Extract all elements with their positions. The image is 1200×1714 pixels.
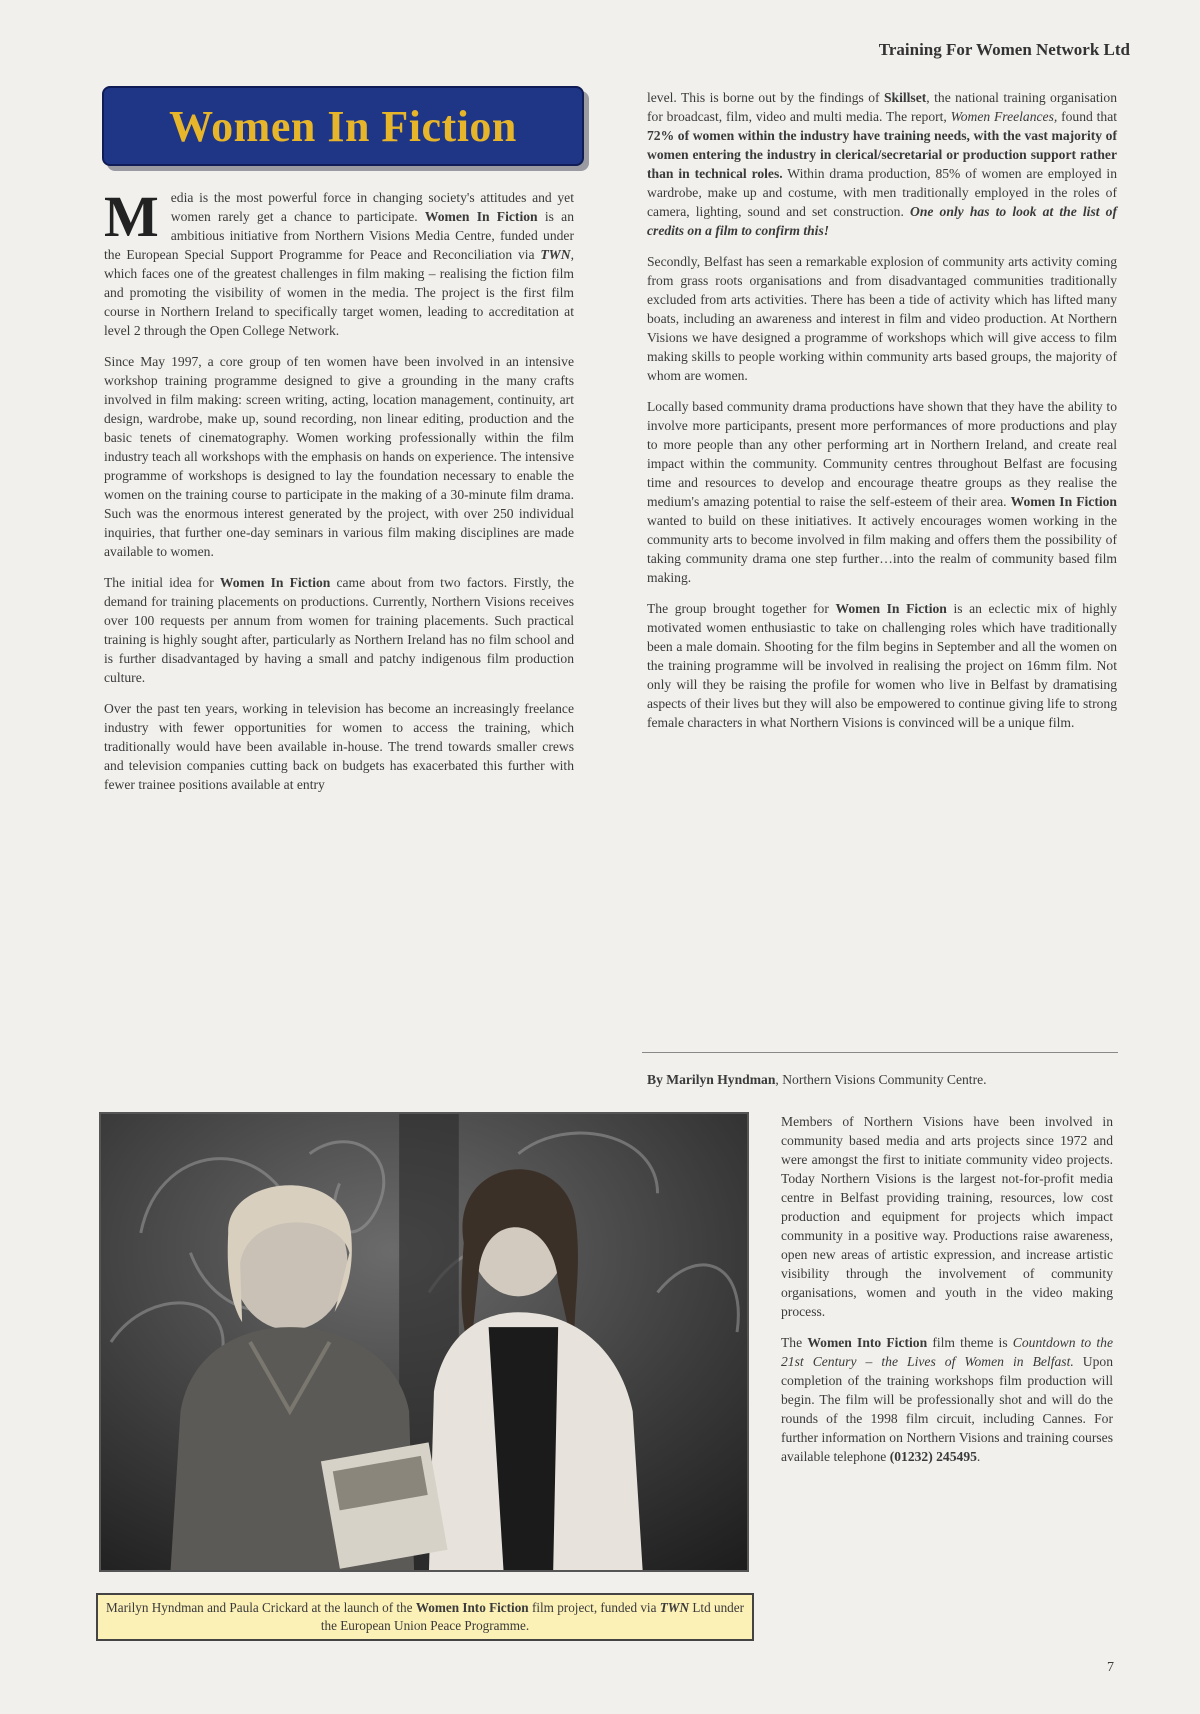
text-run: is an eclectic mix of highly motivated women enthusiastic to take on challenging roles which have traditionally been a male domain. Shooting for the film begins in September and all the women on the training programme will be involved in realising the project on 16mm film. Not only will they be raising the profile for women who live in Belfast by dramatising aspects of their lives but they will also be empowered to continue giving life to strong female characters in what Northern Visions is convinced will be a unique film.: [647, 601, 1118, 730]
paragraph: [647, 88, 1117, 240]
text-run: The group brought together for: [647, 601, 836, 616]
photo-caption: [96, 1593, 754, 1641]
paragraph: [104, 573, 574, 687]
caption-text: [98, 1599, 752, 1635]
paragraph: Since May 1997, a core group of ten women have been involved in an intensive workshop training programme designed to give a grounding in the many crafts involved in film making: screen writing, acting, location management, continuity, art design, wardrobe, make up, sound recording, non linear editing, production and the basic tenets of cinematography. Women working professionally within the film industry teach all workshops with the emphasis on hands on experience. The intensive programme of workshops is designed to lay the foundation necessary to enable the women on the training course to participate in the making of a 30-minute film drama. Such was the enormous interest generated by the project, with over 250 individual inquiries, that further one-day seminars in various film making disciplines are made available to women.: [104, 354, 574, 559]
bold-text: 72% of women within the industry have training needs, with the vast majority of women entering the industry in clerical/secretarial or production support rather than in technical roles.: [647, 128, 1117, 181]
bold-text: Women In Fiction: [1010, 494, 1117, 509]
text-run: came about from two factors. Firstly, the demand for training placements on productions. Currently, Northern Visions receives over 100 requests per annum from women for training placements. Such practical training is highly sought after, particularly as Northern Ireland has no film school and is further disadvantaged by having a small and patchy indigenous film production culture.: [104, 575, 574, 685]
text-run: The: [781, 1335, 808, 1350]
photo-image: [101, 1114, 747, 1570]
text-run: found that: [1057, 109, 1117, 124]
photo: [99, 1112, 749, 1572]
text-run: , which faces one of the greatest challenges in film making – realising the fiction film and promoting the visibility of women in the media. The project is the first film course in Northern Ireland to specifically target women, leading to accreditation at level 2 through the Open College Network.: [104, 247, 574, 338]
text-run: is an ambitious initiative from Northern Visions Media Centre, funded under the European Special Support Programme for Peace and Reconciliation via: [104, 209, 574, 262]
paragraph: [647, 397, 1117, 587]
page-title: Women In Fiction: [169, 101, 517, 151]
text-run: Ltd under the European Union Peace Programme.: [320, 1600, 744, 1633]
bold-text: Skillset: [883, 90, 927, 105]
paragraph: Members of Northern Visions have been involved in community based media and arts projects since 1972 and were amongst the first to initiate community video projects. Today Northern Visions is the largest not-for-profit media centre in Belfast providing training, resources, low cost production and equipment for projects which impact community in a positive way. Productions raise awareness, open new areas of artistic expression, and increase artistic visibility through the involvement of community organisations, women and youth in the video making process.: [781, 1114, 1113, 1319]
right-column: [647, 88, 1117, 744]
paragraph: Secondly, Belfast has seen a remarkable explosion of community arts activity coming from grass roots organisations and from disadvantaged communities traditionally excluded from arts activities. There has been a tide of activity which has lifted many boats, including an awareness and interest in film and video production. At Northern Visions we have designed a programme of workshops which will give access to film making skills to people working within community arts based groups, the majority of whom are women.: [647, 254, 1117, 383]
paragraph: Over the past ten years, working in television has become an increasingly freelance industry with fewer opportunities for women to access the training, which traditionally would have been available in-house. The trend towards smaller crews and television companies cutting back on budgets has exacerbated this further with fewer trainee positions available at entry: [104, 701, 574, 792]
emphasis-text: TWN: [659, 1600, 690, 1615]
byline: [647, 1072, 1117, 1088]
byline-author: By Marilyn Hyndman: [647, 1072, 776, 1087]
emphasis-text: One only has to look at the list of credits on a film to confirm this!: [647, 204, 1117, 238]
bold-text: Women Into Fiction: [415, 1600, 529, 1615]
page-number: 7: [1107, 1660, 1114, 1675]
bold-text: Women In Fiction: [424, 209, 538, 224]
text-run: Within drama production, 85% of women are employed in wardrobe, make up and costume, with men traditionally employed in the roles of camera, lighting, sound and set construction.: [647, 166, 1117, 219]
divider: [642, 1052, 1118, 1053]
italic-text: Women Freelances,: [950, 109, 1058, 124]
left-column: [104, 184, 574, 806]
paragraph: [647, 599, 1117, 732]
header-organisation: Training For Women Network Ltd: [878, 40, 1130, 59]
bold-text: Women In Fiction: [219, 575, 331, 590]
text-run: film theme is: [927, 1335, 1013, 1350]
text-run: Marilyn Hyndman and Paula Crickard at the launch of the: [105, 1600, 416, 1615]
emphasis-text: TWN: [540, 247, 571, 262]
bold-text: Women Into Fiction: [807, 1335, 928, 1350]
byline-affiliation: , Northern Visions Community Centre.: [775, 1072, 987, 1087]
sidebar-column: [781, 1112, 1113, 1478]
paragraph: [781, 1333, 1113, 1466]
text-run: edia is the most powerful force in changing society's attitudes and yet women rarely get a chance to participate.: [170, 190, 574, 224]
paragraph-intro: [104, 184, 574, 340]
phone-number: (01232) 245495: [889, 1449, 977, 1464]
text-run: .: [976, 1449, 981, 1464]
text-run: Locally based community drama productions have shown that they have the ability to involve more participants, present more performances of more productions and play to more people than any other performing art in Northern Ireland, and create real impact within the community. Community centres throughout Belfast are focusing time and resources to develop and encourage theatre groups as they realise the medium's amazing potential to raise the self-esteem of their area.: [647, 399, 1117, 509]
text-run: , the national training organisation for broadcast, film, video and multi media. The report,: [647, 90, 1118, 124]
text-run: wanted to build on these initiatives. It actively encourages women working in the community arts to become involved in film making and offers them the possibility of taking community drama one step further…into the realm of community based film making.: [647, 513, 1117, 585]
text-run: film project, funded via: [528, 1600, 660, 1615]
title-banner: [102, 86, 584, 166]
text-run: Upon completion of the training workshops film production will begin. The film will be professionally shot and will do the rounds of the 1998 film circuit, including Cannes. For further information on Northern Visions and training courses available telephone: [781, 1354, 1114, 1464]
text-run: level. This is borne out by the findings of: [647, 90, 884, 105]
drop-cap: M: [104, 184, 159, 249]
italic-text: Countdown to the 21st Century – the Lives of Women in Belfast.: [781, 1335, 1114, 1369]
bold-text: Women In Fiction: [835, 601, 947, 616]
text-run: The initial idea for: [104, 575, 220, 590]
